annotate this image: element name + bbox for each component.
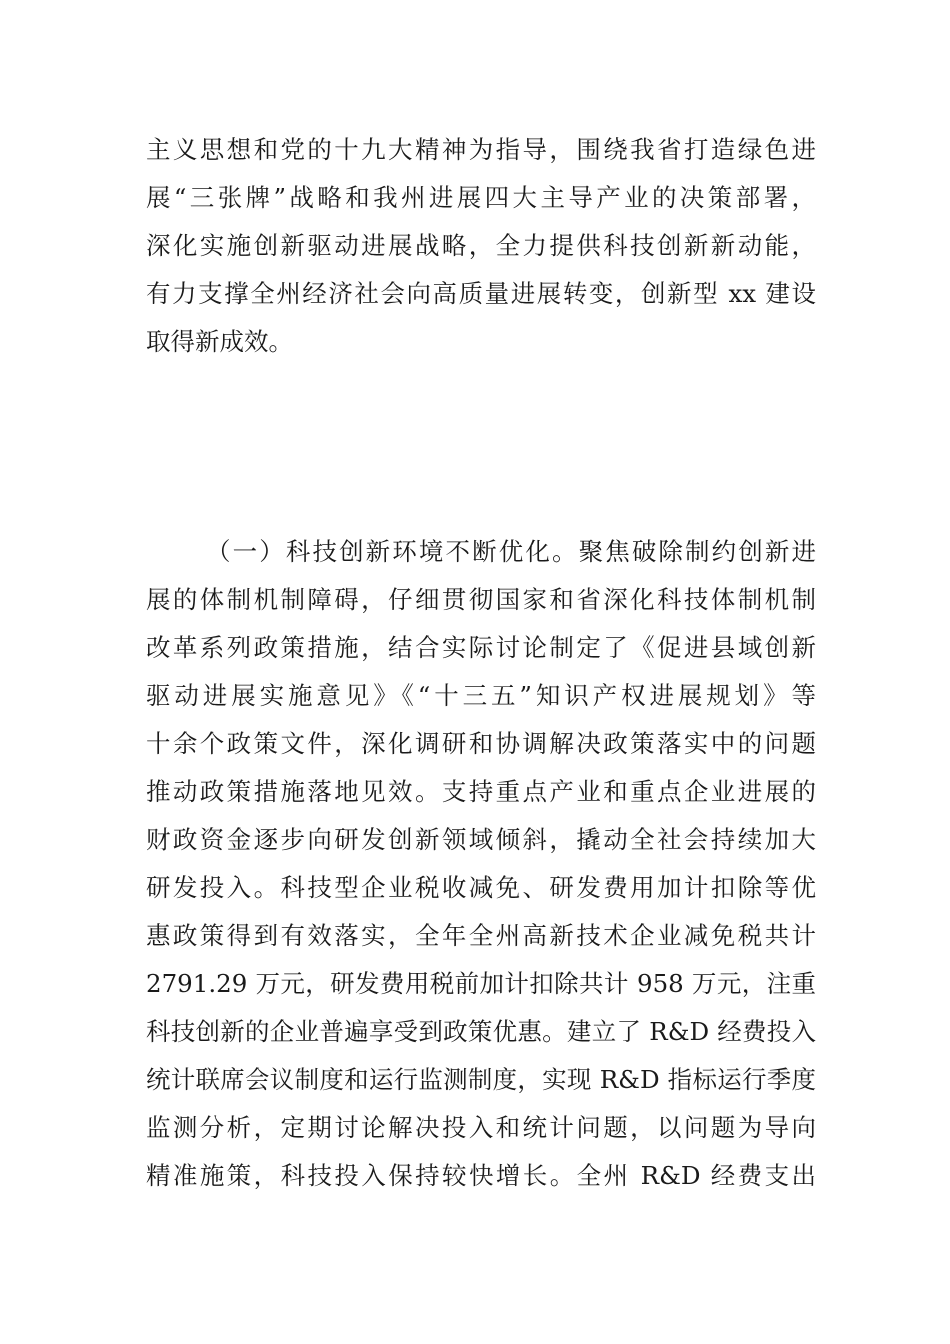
text-line: 惠政策得到有效落实，全年全州高新技术企业减免税共计 xyxy=(146,921,816,950)
text-line: 展的体制机制障碍，仔细贯彻国家和省深化科技体制机制 xyxy=(146,585,816,614)
text-line: 驱动进展实施意见》《“十三五”知识产权进展规划》等 xyxy=(146,681,816,710)
text-line: 展“三张牌”战略和我州进展四大主导产业的决策部署， xyxy=(146,183,816,212)
paragraph-guiding-thought xyxy=(146,126,816,366)
text-line: 推动政策措施落地见效。支持重点产业和重点企业进展的 xyxy=(146,777,816,806)
text-line: 2791.29 万元，研发费用税前加计扣除共计 958 万元，注重 xyxy=(146,969,816,998)
paragraph-innovation-environment xyxy=(146,528,816,1200)
text-line: 改革系列政策措施，结合实际讨论制定了《促进县域创新 xyxy=(146,633,816,662)
text-line: 监测分析，定期讨论解决投入和统计问题，以问题为导向 xyxy=(146,1113,816,1142)
text-line: 财政资金逐步向研发创新领域倾斜，撬动全社会持续加大 xyxy=(146,825,816,854)
text-line: 研发投入。科技型企业税收减免、研发费用加计扣除等优 xyxy=(146,873,816,902)
text-line: 精准施策，科技投入保持较快增长。全州 R&D 经费支出 xyxy=(146,1161,816,1190)
text-line: 有力支撑全州经济社会向高质量进展转变，创新型 xx 建设 xyxy=(146,279,816,308)
text-line: 主义思想和党的十九大精神为指导，围绕我省打造绿色进 xyxy=(146,135,816,164)
text-line: 取得新成效。 xyxy=(146,327,293,356)
text-line: 统计联席会议制度和运行监测制度，实现 R&D 指标运行季度 xyxy=(146,1065,816,1094)
text-line: 十余个政策文件，深化调研和协调解决政策落实中的问题 xyxy=(146,729,816,758)
text-line: 深化实施创新驱动进展战略，全力提供科技创新新动能， xyxy=(146,231,816,260)
section-heading-line: （一）科技创新环境不断优化。聚焦破除制约创新进 xyxy=(206,537,816,566)
text-line: 科技创新的企业普遍享受到政策优惠。建立了 R&D 经费投入 xyxy=(146,1017,816,1046)
